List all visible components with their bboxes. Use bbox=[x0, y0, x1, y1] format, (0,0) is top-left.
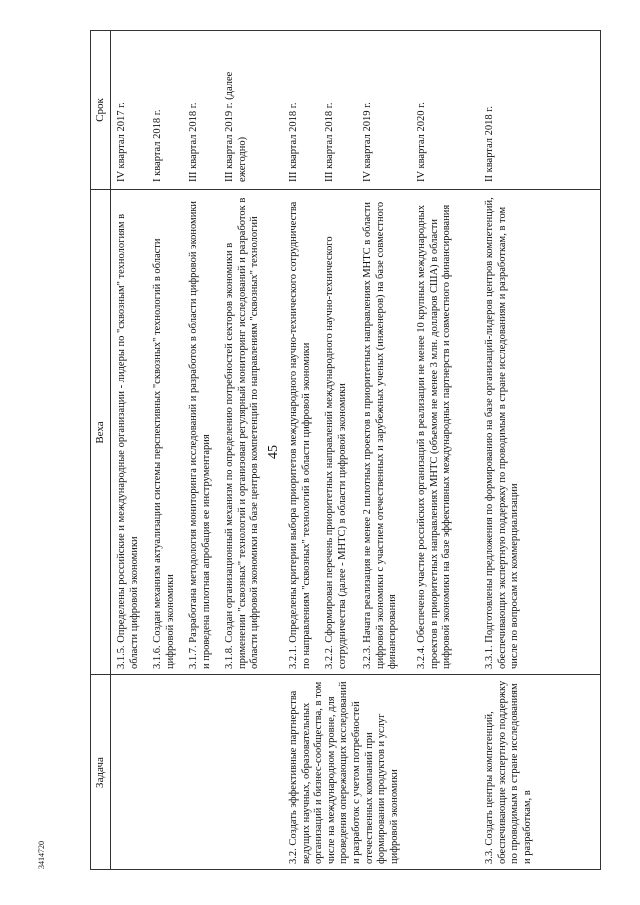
deadline-3-1-5: IV квартал 2017 г. bbox=[116, 102, 127, 182]
deadline-3-2-3: IV квартал 2019 г. bbox=[362, 102, 373, 182]
milestone-3-1-5: 3.1.5. Определены российские и международные организации - лидеры по "сквозным" технологиям в области цифровой экономики bbox=[116, 213, 140, 669]
milestone-3-2-1: 3.2.1. Определены критерии выбора приоритетов международного научно-технического сотрудничества по направлениям "сквозных" технологий в области цифровой экономики bbox=[288, 201, 312, 669]
milestone-3-1-6: 3.1.6. Создан механизм актуализации системы перспективных "сквозных" технологий в области цифровой экономики bbox=[152, 238, 176, 669]
deadline-3-1-7: III квартал 2018 г. bbox=[188, 102, 199, 182]
deadline-3-1-6: I квартал 2018 г. bbox=[152, 109, 163, 182]
col-separator-1 bbox=[90, 674, 600, 675]
task-3-3: 3.3. Создать центры компетенций, обеспечивающие экспертную поддержку по проводимым в стране исследованиям и разработкам, в bbox=[484, 680, 533, 864]
milestone-3-1-7: 3.1.7. Разработана методология мониторинга исследований и разработок в области цифровой экономики и проведена пилотная апробация ее инструментария bbox=[188, 200, 212, 669]
deadline-3-2-1: III квартал 2018 г. bbox=[288, 102, 299, 182]
table-border-bottom bbox=[600, 30, 601, 870]
deadline-3-2-2: III квартал 2018 г. bbox=[324, 102, 335, 182]
table-rotated-wrapper bbox=[90, 30, 600, 870]
col-border-left bbox=[90, 869, 600, 870]
milestone-3-2-3: 3.2.3. Начата реализация не менее 2 пилотных проектов в приоритетных направлениях МНТС в области цифровой экономики с участием отечественных и зарубежных ученых (инженеров) на базе совместного финансирования bbox=[362, 201, 399, 669]
deadline-3-2-4: IV квартал 2020 г. bbox=[416, 102, 427, 182]
page-number: 45 bbox=[266, 445, 281, 459]
header-milestone: Веха bbox=[94, 421, 106, 444]
deadline-3-3-1: II квартал 2018 г. bbox=[484, 105, 495, 182]
deadline-3-1-8: III квартал 2019 г. (далее ежегодно) bbox=[224, 71, 248, 182]
task-3-2: 3.2. Создать эффективные партнерства ведущих научных, образовательных организаций и бизнес-сообщества, в том числе на международном уровне, для проведения опережающих исследований и разработок с учетом потребностей отечественных компаний при формировании продуктов и услуг цифровой экономики bbox=[288, 681, 400, 864]
col-separator-2 bbox=[90, 189, 600, 190]
header-separator bbox=[110, 30, 111, 870]
milestones-table bbox=[90, 30, 600, 870]
milestone-3-2-2: 3.2.2. Сформирован перечень приоритетных направлений международного научно-технического сотрудничества (далее - МНТС) в области цифровой экономики bbox=[324, 236, 348, 669]
milestone-3-1-8: 3.1.8. Создан организационный механизм по определению потребностей секторов экономики в применении "сквозных" технологий и организован регулярный мониторинг исследований и разработок в области цифровой экономики на базе центров компетенций по направлениям "сквозных" технологий bbox=[224, 197, 261, 669]
header-deadline: Срок bbox=[94, 98, 106, 122]
header-task: Задача bbox=[94, 757, 106, 788]
col-border-right bbox=[90, 30, 600, 31]
milestone-3-3-1: 3.3.1. Подготовлены предложения по формированию на базе организаций-лидеров центров компетенций, обеспечивающих экспертную поддержку по проводимым в стране исследованиям и разработкам, в том числе по вопросам их коммерциализации bbox=[484, 197, 521, 669]
document-id: 3414720 bbox=[37, 841, 46, 869]
milestone-3-2-4: 3.2.4. Обеспечено участие российских организаций в реализации не менее 10 крупных международных проектов в приоритетных направлениях МНТС (объемом не менее 3 млн. долларов США) в области цифровой экономики на базе эффективных международных партнерств и совместного финансирования bbox=[416, 204, 453, 669]
